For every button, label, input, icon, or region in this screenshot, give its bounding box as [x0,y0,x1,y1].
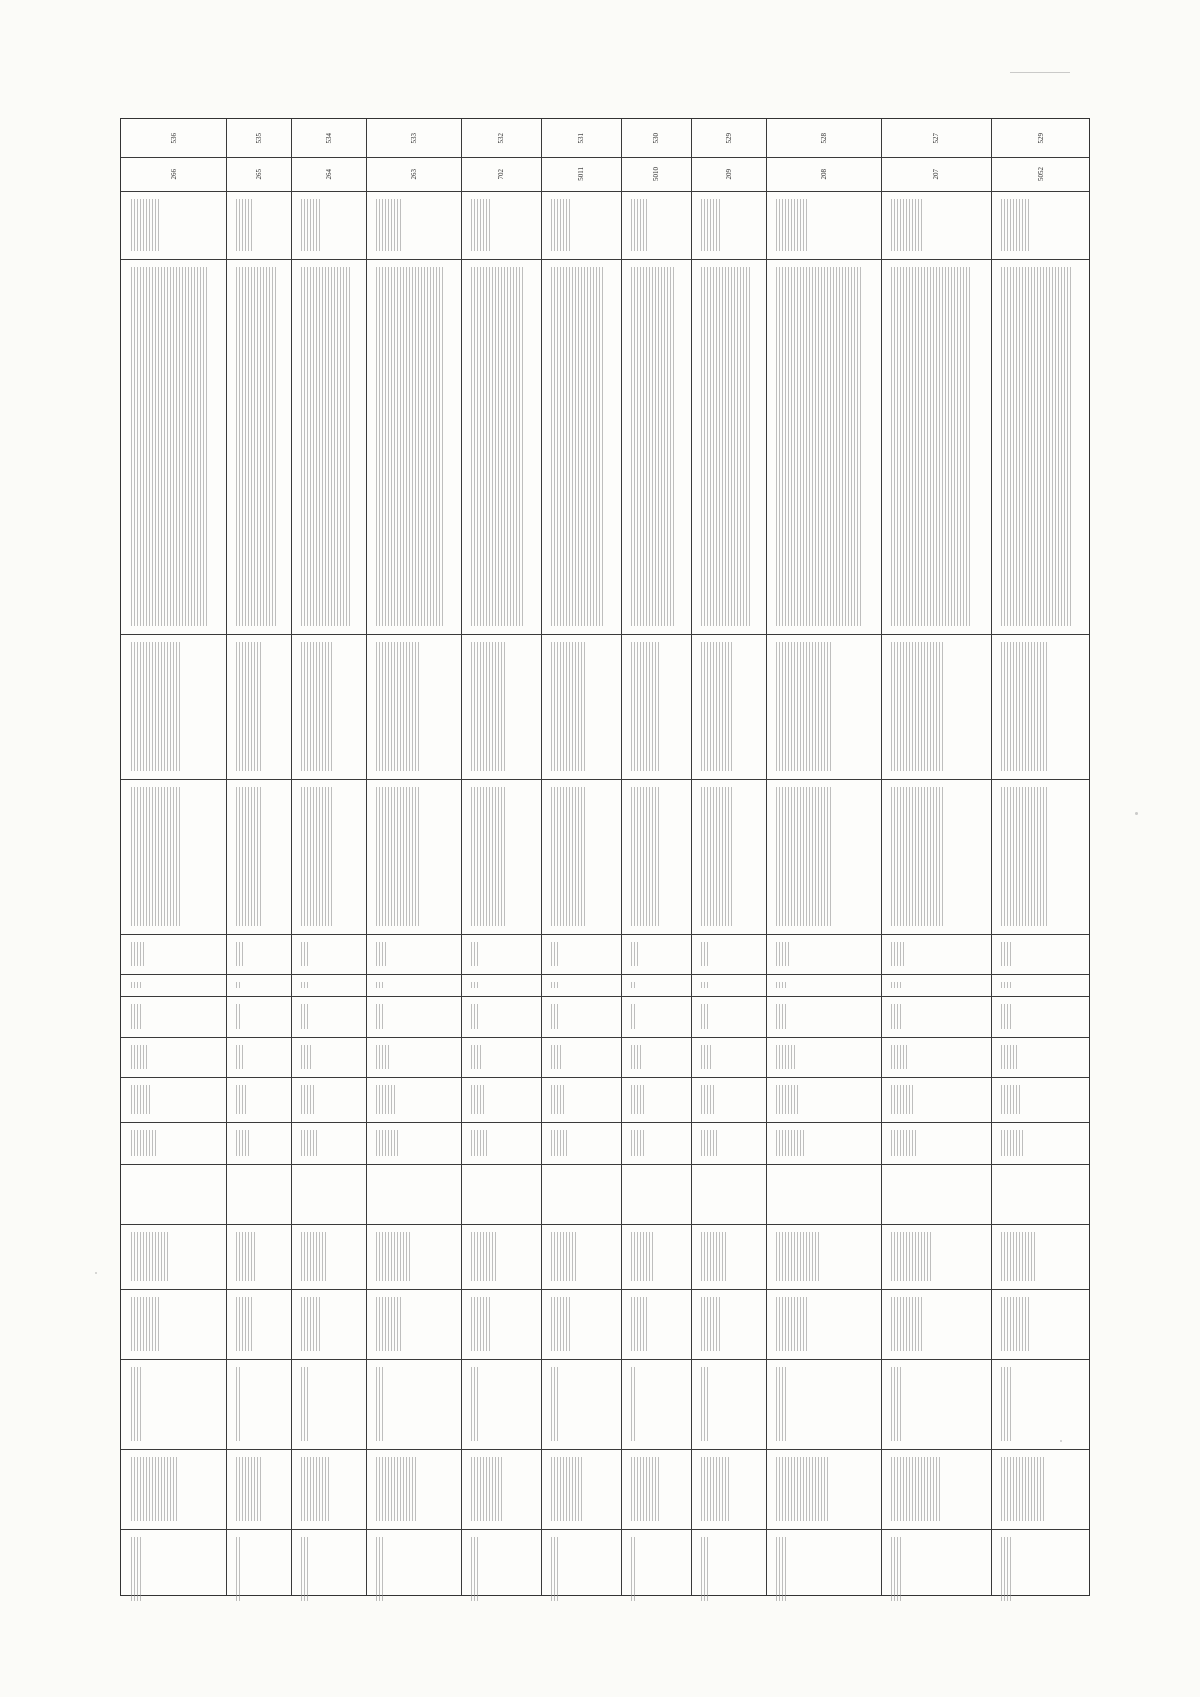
illegible-text [301,642,334,771]
cell-text: 5010 [652,167,660,181]
illegible-text [131,642,182,771]
column-rule [121,1037,1089,1038]
illegible-text [376,1457,417,1521]
cell-text: 535 [254,132,263,144]
illegible-text [701,1085,715,1114]
illegible-text [131,1045,148,1069]
illegible-text [891,1297,923,1351]
illegible-text [236,1045,245,1069]
illegible-text [1001,1232,1037,1281]
illegible-text [631,982,637,988]
illegible-text [551,1045,563,1069]
illegible-text [376,1085,395,1114]
table-cell-reg [291,157,366,191]
cell-text: 536 [169,132,178,144]
illegible-text [236,1232,256,1281]
illegible-text [551,1537,558,1601]
illegible-text [776,1457,828,1521]
illegible-text [776,787,833,926]
illegible-text [891,1367,902,1441]
illegible-text [1001,1367,1011,1441]
illegible-text [131,1297,161,1351]
illegible-text [631,1004,637,1029]
illegible-text [776,199,809,251]
scan-speck [95,1272,97,1274]
illegible-text [301,1130,318,1156]
table-cell-no [881,119,991,157]
illegible-text [1001,942,1013,966]
illegible-text [471,1085,486,1114]
table-cell-no [691,119,766,157]
table-cell-reg [881,157,991,191]
scan-speck [1060,1440,1062,1442]
column-rule [121,634,1089,635]
illegible-text [471,1297,492,1351]
row-rule [881,119,882,1595]
table-cell-no [621,119,691,157]
illegible-text [471,642,507,771]
illegible-text [131,1232,169,1281]
cell-text: 266 [169,168,178,180]
row-rule [366,119,367,1595]
illegible-text [376,1367,385,1441]
illegible-text [631,642,661,771]
column-rule [121,974,1089,975]
illegible-text [376,267,444,626]
illegible-text [301,1232,326,1281]
illegible-text [376,1297,402,1351]
illegible-text [891,942,905,966]
illegible-text [891,982,902,988]
illegible-text [131,1367,141,1441]
table-cell-no [541,119,621,157]
illegible-text [301,267,351,626]
illegible-text [1001,1130,1025,1156]
cell-text: 533 [409,132,418,144]
illegible-text [471,267,525,626]
illegible-text [631,1130,646,1156]
cell-text: 207 [932,168,940,180]
row-rule [691,119,692,1595]
illegible-text [631,1232,654,1281]
row-rule [461,119,462,1595]
illegible-text [701,1232,726,1281]
illegible-text [471,1537,478,1601]
column-rule [121,996,1089,997]
column-rule [121,1359,1089,1360]
illegible-text [631,267,676,626]
illegible-text [631,1045,641,1069]
cell-text: 5011 [577,167,585,181]
illegible-text [1001,1537,1011,1601]
illegible-text [131,787,182,926]
illegible-text [236,1367,241,1441]
cell-text: 534 [324,132,333,144]
table-cell-reg [991,157,1091,191]
illegible-text [701,1537,708,1601]
illegible-text [701,1367,708,1441]
table-cell-reg [226,157,291,191]
illegible-text [376,1045,391,1069]
row-rule [291,119,292,1595]
illegible-text [631,1367,637,1441]
illegible-text [776,1537,787,1601]
illegible-text [891,1537,902,1601]
illegible-text [701,1130,718,1156]
table-cell-reg [461,157,541,191]
illegible-text [551,1367,558,1441]
column-rule [121,1077,1089,1078]
illegible-text [376,787,421,926]
illegible-text [471,199,492,251]
illegible-text [776,1085,800,1114]
illegible-text [1001,982,1011,988]
cell-text: 208 [819,168,828,180]
illegible-text [471,1045,483,1069]
illegible-text [236,199,252,251]
illegible-text [376,1537,385,1601]
illegible-text [701,199,720,251]
illegible-text [891,1045,909,1069]
illegible-text [131,1130,157,1156]
illegible-text [1001,1045,1017,1069]
illegible-text [551,642,587,771]
illegible-text [701,982,708,988]
table-cell-reg [621,157,691,191]
illegible-text [631,942,639,966]
illegible-text [701,1457,731,1521]
illegible-text [551,1297,572,1351]
registry-table [120,118,1090,1596]
table-cell-no [766,119,881,157]
illegible-text [131,1004,141,1029]
column-rule [121,191,1089,192]
illegible-text [701,1004,708,1029]
table-cell-no [991,119,1091,157]
table-cell-no [366,119,461,157]
illegible-text [1001,1457,1045,1521]
illegible-text [301,787,334,926]
illegible-text [631,1537,637,1601]
table-cell-reg [541,157,621,191]
illegible-text [891,1004,902,1029]
row-rule [766,119,767,1595]
illegible-text [701,642,734,771]
illegible-text [376,642,421,771]
illegible-text [1001,199,1029,251]
column-rule [121,1164,1089,1165]
illegible-text [701,1045,712,1069]
illegible-text [891,267,972,626]
illegible-text [131,199,161,251]
scan-speck [1135,812,1138,815]
illegible-text [891,1232,932,1281]
illegible-text [236,942,243,966]
illegible-text [891,787,945,926]
table-cell-no [121,119,226,157]
column-rule [121,1289,1089,1290]
illegible-text [551,1004,558,1029]
table-cell-no [226,119,291,157]
cell-text: 528 [819,132,828,144]
illegible-text [551,787,587,926]
illegible-text [891,1457,941,1521]
illegible-text [551,1232,578,1281]
illegible-text [776,1045,795,1069]
illegible-text [236,787,263,926]
cell-text: 532 [497,132,505,144]
illegible-text [1001,642,1049,771]
illegible-text [471,942,480,966]
table-cell-reg [121,157,226,191]
illegible-text [776,1232,819,1281]
illegible-text [776,642,833,771]
cell-text: 530 [652,132,660,144]
cell-text: 265 [254,168,263,180]
illegible-text [1001,267,1073,626]
column-rule [121,1224,1089,1225]
illegible-text [471,1232,498,1281]
illegible-text [236,982,241,988]
illegible-text [376,982,385,988]
illegible-text [891,1085,914,1114]
cell-text: 209 [724,168,733,180]
illegible-text [301,199,320,251]
column-rule [121,259,1089,260]
illegible-text [236,267,277,626]
illegible-text [891,199,923,251]
illegible-text [776,1367,787,1441]
illegible-text [631,787,661,926]
row-rule [991,119,992,1595]
illegible-text [236,642,263,771]
illegible-text [236,1297,252,1351]
illegible-text [776,267,862,626]
illegible-text [131,942,144,966]
illegible-text [236,1085,247,1114]
illegible-text [701,1297,720,1351]
column-rule [121,1122,1089,1123]
illegible-text [236,1004,241,1029]
cell-text: 527 [932,132,940,144]
illegible-text [301,1085,315,1114]
column-rule [121,1449,1089,1450]
illegible-text [1001,1297,1029,1351]
illegible-text [891,642,945,771]
illegible-text [376,942,387,966]
illegible-text [551,1457,584,1521]
illegible-text [301,1367,308,1441]
illegible-text [701,267,751,626]
illegible-text [1001,787,1049,926]
illegible-text [301,1457,331,1521]
cell-text: 529 [724,132,733,144]
illegible-text [551,199,572,251]
illegible-text [301,1004,308,1029]
illegible-text [1001,1085,1021,1114]
column-rule [121,1529,1089,1530]
illegible-text [131,267,208,626]
illegible-text [376,1232,410,1281]
illegible-text [891,1130,918,1156]
cell-text: 531 [577,132,585,144]
row-rule [541,119,542,1595]
illegible-text [301,1297,320,1351]
illegible-text [776,982,787,988]
illegible-text [551,942,560,966]
cell-text: 264 [324,168,333,180]
illegible-text [471,982,478,988]
illegible-text [701,787,734,926]
illegible-text [701,942,709,966]
illegible-text [471,1367,478,1441]
illegible-text [551,267,605,626]
illegible-text [236,1130,250,1156]
illegible-text [776,1297,809,1351]
illegible-text [776,1004,787,1029]
column-rule [121,779,1089,780]
illegible-text [301,942,309,966]
table-cell-no [291,119,366,157]
illegible-text [376,1004,385,1029]
illegible-text [131,982,141,988]
scan-speck [1010,72,1070,73]
illegible-text [631,199,649,251]
illegible-text [471,1130,489,1156]
illegible-text [301,1045,312,1069]
illegible-text [551,982,558,988]
column-rule [121,934,1089,935]
table-cell-reg [366,157,461,191]
illegible-text [301,1537,308,1601]
illegible-text [131,1457,178,1521]
illegible-text [471,787,507,926]
illegible-text [631,1297,649,1351]
table-cell-reg [691,157,766,191]
cell-text: 5052 [1037,167,1045,181]
illegible-text [236,1537,241,1601]
illegible-text [131,1537,141,1601]
illegible-text [301,982,308,988]
illegible-text [776,1130,805,1156]
cell-text: 263 [409,168,418,180]
illegible-text [631,1085,644,1114]
illegible-text [551,1130,569,1156]
illegible-text [1001,1004,1011,1029]
illegible-text [471,1004,478,1029]
row-rule [226,119,227,1595]
illegible-text [376,199,402,251]
illegible-text [376,1130,399,1156]
table-cell-reg [766,157,881,191]
illegible-text [471,1457,504,1521]
illegible-text [631,1457,659,1521]
row-rule [621,119,622,1595]
illegible-text [236,1457,261,1521]
illegible-text [131,1085,152,1114]
cell-text: 529 [1037,132,1045,144]
illegible-text [776,942,790,966]
illegible-text [551,1085,566,1114]
table-cell-no [461,119,541,157]
cell-text: 702 [497,168,505,180]
